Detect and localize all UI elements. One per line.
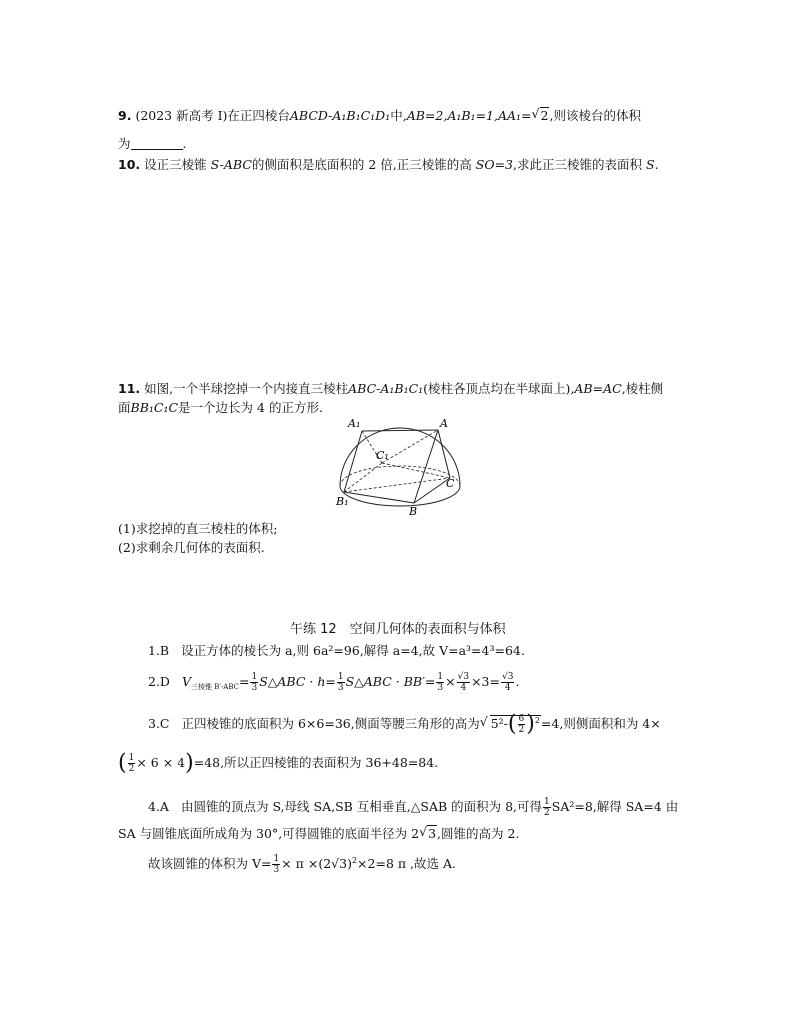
- question-10: 10. 设正三棱锥 S-ABC的侧面积是底面积的 2 倍,正三棱锥的高 SO=3,求此正三棱锥的表面积 S.: [118, 157, 659, 172]
- question-number: 9.: [118, 108, 132, 123]
- answer-3-line2: ( $\frac{1}{2}$ × 6 × 4)=48,所以正四棱锥的表面积为 36+48=84.: [118, 750, 439, 776]
- answer-4-line2: SA 与圆锥底面所成角为 30°,可得圆锥的底面半径为 2√ 3,圆锥的高为 2.: [118, 826, 519, 842]
- sqrt-expression: √ 3: [419, 826, 437, 842]
- sqrt-expression: √ 5²-( $\frac{6}{2}$ )$^2$: [480, 711, 541, 737]
- answer-label: 4.A: [148, 799, 169, 814]
- answer-label: 2.D: [148, 674, 170, 689]
- edge-c1-c: [382, 463, 450, 478]
- fraction: $\frac{1}{3}$: [337, 672, 344, 693]
- question-number: 11.: [118, 381, 141, 396]
- edge-a1-a: [362, 430, 438, 431]
- label-b1: B₁: [336, 495, 349, 508]
- question-number: 10.: [118, 157, 141, 172]
- edge-a1-b1: [344, 431, 362, 492]
- question-11: 11. 如图,一个半球挖掉一个内接直三棱柱ABC-A₁B₁C₁(棱柱各顶点均在半球面上),AB=AC,棱柱侧: [118, 381, 664, 396]
- fraction: $\frac{√3}{4}$: [457, 672, 470, 693]
- fraction: $\frac{1}{2}$: [128, 753, 135, 774]
- question-9: 9. (2023 新高考 Ⅰ)在正四棱台ABCD-A₁B₁C₁D₁中,AB=2,A₁B₁=1,AA₁=√ 2,则该棱台的体积: [118, 108, 641, 124]
- label-c: C: [446, 477, 455, 490]
- answer-label: 3.C: [148, 716, 170, 731]
- sqrt-expression: √ 2: [532, 108, 550, 124]
- fraction: $\frac{1}{3}$: [273, 854, 280, 875]
- hemisphere-arc: [340, 428, 460, 486]
- answer-blank[interactable]: [131, 137, 183, 150]
- hemisphere-prism-figure: [330, 416, 470, 518]
- label-b: B: [409, 505, 418, 518]
- label-c1: C₁: [376, 449, 389, 462]
- question-11-sub1: (1)求挖掉的直三棱柱的体积;: [118, 521, 278, 536]
- fraction: $\frac{1}{2}$: [544, 797, 550, 818]
- answers-title: 午练 12 空间几何体的表面积与体积: [290, 622, 506, 637]
- question-11-sub2: (2)求剩余几何体的表面积.: [118, 540, 265, 555]
- edge-c1-a: [382, 430, 438, 463]
- answer-2: 2.D $V_{三棱锥 B'-ABC}=$ $\frac{1}{3}$ S△ABC · h= $\frac{1}{3}$ S△ABC · BB′= $\frac{1}{3}$ × $\frac{√3}{4}$ ×3= $\frac{√3}{4}$ .: [148, 672, 520, 693]
- answer-4-line3: 故该圆锥的体积为 V= $\frac{1}{3}$ × $\pi \times(2√3)^2\times 2=8$ π ,故选 A.: [148, 854, 457, 875]
- base-ellipse-front: [340, 486, 460, 506]
- fraction: $\frac{1}{3}$: [251, 672, 258, 693]
- answer-4: 4.A 由圆锥的顶点为 S,母线 SA,SB 互相垂直,△SAB 的面积为 8,可得 $\frac{1}{2}$ SA²=8,解得 SA=4 由: [148, 797, 679, 818]
- fraction: $\frac{1}{3}$: [437, 672, 444, 693]
- answer-label: 1.B: [148, 643, 170, 658]
- label-a1: A₁: [348, 417, 361, 430]
- edge-b1-b: [344, 492, 414, 503]
- answer-3: 3.C 正四棱锥的底面积为 6×6=36,侧面等腰三角形的高为√ 5²-( $\frac{6}{2}$ )$^2$=4,则侧面积和为 4×: [148, 711, 661, 737]
- question-9-line2: 为 .: [118, 136, 187, 151]
- label-a: A: [440, 417, 448, 430]
- fraction: $\frac{√3}{4}$: [501, 672, 514, 693]
- answer-1: 1.B 设正方体的棱长为 a,则 6a²=96,解得 a=4,故 V=a³=4³=64.: [148, 643, 525, 658]
- edge-a-b: [414, 430, 438, 503]
- question-11-line2: 面BB₁C₁C是一个边长为 4 的正方形.: [118, 400, 323, 415]
